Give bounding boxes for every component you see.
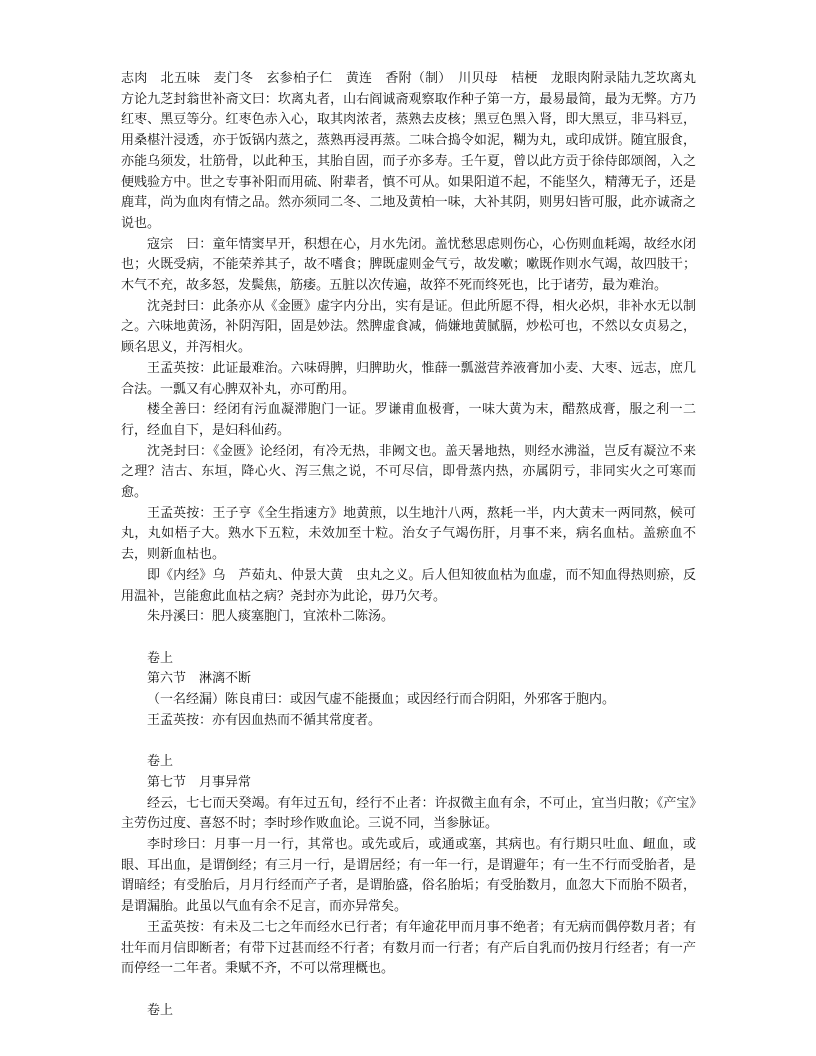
paragraph: （一名经漏）陈良甫曰：或因气虚不能摄血；或因经行而合阴阳，外邪客于胞内。 — [147, 692, 616, 708]
paragraph: 沈尧封曰：此条亦从《金匮》虚字内分出，实有是证。但此所愿不得，相火必炽，非补水无以制之。六味地黄汤，补阴泻阳，固是妙法。然脾虚食减，倘嫌地黄腻膈，炒松可也，不然以女贞易之，顾名思义，并泻相火。 — [121, 298, 696, 356]
volume-label: 卷上 — [147, 754, 174, 770]
volume-label: 卷上 — [147, 650, 174, 666]
paragraph: 王孟英按：有未及二七之年而经水已行者；有年逾花甲而月事不绝者；有无病而偶停数月者；有壮年而月信即断者；有带下过甚而经不行者；有数月而一行者；有产后自乳而仍按月行经者；有一产而停经一二年者。秉赋不齐，不可以常理概也。 — [121, 919, 696, 977]
paragraph: 李时珍曰：月事一月一行，其常也。或先或后，或通或塞，其病也。有行期只吐血、衄血，或眼、耳出血，是谓倒经；有三月一行，是谓居经；有一年一行，是谓避年；有一生不行而受胎者，是谓暗经；有受胎后，月月行经而产子者，是谓胎盛，俗名胎垢；有受胎数月，血忽大下而胎不陨者，是谓漏胎。此虽以气血有余不足言，而亦异常矣。 — [121, 836, 696, 915]
paragraph: 即《内经》乌 芦茹丸、仲景大黄 虫丸之义。后人但知彼血枯为血虚，而不知血得热则瘀，反用温补，岂能愈此血枯之病？尧封亦为此论，毋乃欠考。 — [121, 567, 696, 604]
paragraph: 王孟英按：此证最难治。六味碍脾，归脾助火，惟薛一瓢滋营养液膏加小麦、大枣、远志，庶几合法。一瓢又有心脾双补丸，亦可酌用。 — [121, 360, 696, 397]
paragraph: 楼全善曰：经闭有污血凝滞胞门一证。罗谦甫血极膏，一味大黄为末，醋熬成膏，服之利一二行，经血自下，是妇科仙药。 — [121, 402, 696, 438]
document-body — [121, 69, 696, 1021]
paragraph: 沈尧封曰：《金匮》论经闭，有冷无热，非阙文也。盖天暑地热，则经水沸溢，岂反有凝泣不来之理？洁古、东垣，降心火、泻三焦之说，不可尽信，即骨蒸内热，亦属阴亏，非同实火之可寒而愈。 — [121, 443, 696, 501]
paragraph: 寇宗 曰：童年情窦早开，积想在心，月水先闭。盖忧愁思虑则伤心，心伤则血耗竭，故经水闭也；火既受病，不能荣养其子，故不嗜食；脾既虚则金气亏，故发嗽；嗽既作则水气竭，故四肢干；木气不充，故多怒，发鬓焦，筋痿。五脏以次传遍，故猝不死而终死也，比于诸劳，最为难治。 — [121, 236, 696, 294]
paragraph-gap — [121, 980, 696, 1001]
paragraph: 王孟英按：亦有因血热而不循其常度者。 — [147, 712, 382, 728]
paragraph-gap — [121, 731, 696, 752]
section-heading: 第七节 月事异常 — [147, 774, 252, 790]
paragraph: 志肉 北五味 麦门冬 玄参柏子仁 黄连 香附（制） 川贝母 桔梗 龙眼肉附录陆九芝坎离丸方论九芝封翁世补斋文曰：坎离丸者，山右阎诚斋观察取作种子第一方，最易最简，最为无弊。方乃红枣、黑豆等分。红枣色赤入心，取其肉浓者，蒸熟去皮核；黑豆色黑入肾，即大黑豆，非马料豆，用桑椹汁浸透，亦于饭锅内蒸之，蒸熟再浸再蒸。二味合捣令如泥，糊为丸，或印成饼。随宜服食，亦能乌须发，壮筋骨，以此种玉，其胎自固，而子亦多寿。壬午夏，曾以此方贡于徐侍郎颂阁，入之便贱验方中。世之专事补阳而用硫、附辈者，慎不可从。如果阳道不起，不能坚久，精薄无子，还是鹿茸，尚为血肉有情之品。然亦须同二冬、二地及黄柏一味，大补其阴，则男妇皆可服，此亦诚斋之说也。 — [121, 71, 696, 231]
volume-label: 卷上 — [147, 1002, 174, 1018]
paragraph: 朱丹溪曰：肥人痰塞胞门，宜浓朴二陈汤。 — [147, 609, 395, 625]
paragraph-gap — [121, 628, 696, 649]
paragraph: 王孟英按：王子亨《全生指速方》地黄煎，以生地汁八两，熬耗一半，内大黄末一两同熬，候可丸，丸如梧子大。熟水下五粒，未效加至十粒。治女子气竭伤肝，月事不来，病名血枯。盖瘀血不去，则新血枯也。 — [121, 505, 696, 563]
paragraph: 经云，七七而天癸竭。有年过五旬，经行不止者：许叔微主血有余，不可止，宜当归散；《产宝》主劳伤过度、喜怒不时；李时珍作败血论。三说不同，当参脉证。 — [121, 795, 696, 832]
section-heading: 第六节 淋漓不断 — [147, 671, 252, 687]
